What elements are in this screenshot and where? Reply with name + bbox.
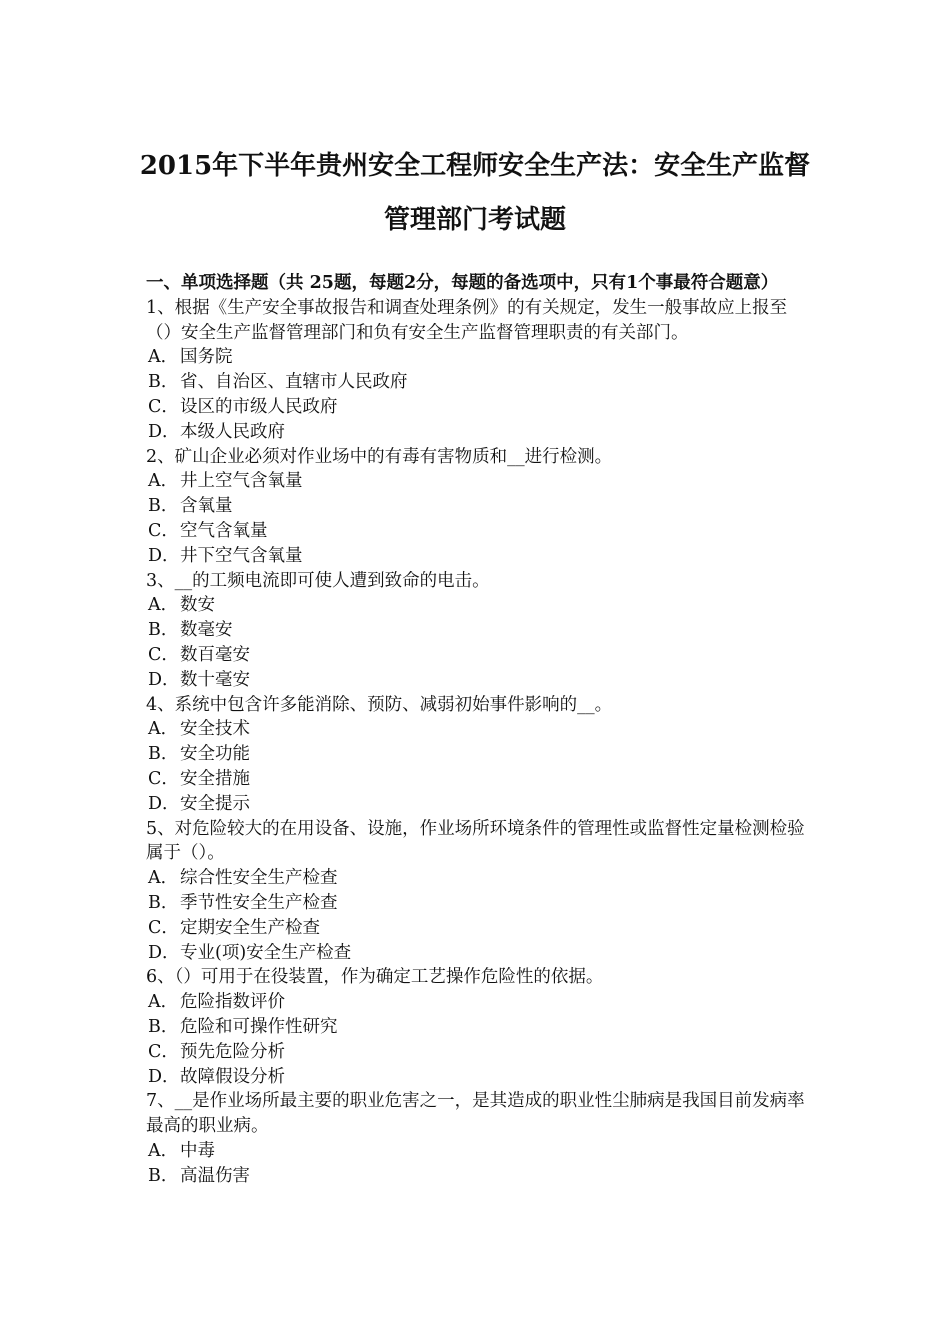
answer-option xyxy=(146,767,810,792)
option-text: 安全功能 xyxy=(180,744,250,765)
answer-option xyxy=(146,618,810,643)
answer-option xyxy=(146,1065,810,1090)
answer-option xyxy=(146,1015,810,1040)
section-heading: 一、单项选择题（共 25题，每题2分，每题的备选项中，只有1个事最符合题意） xyxy=(146,273,779,293)
document-body xyxy=(146,271,810,1188)
option-text: 国务院 xyxy=(180,347,233,368)
option-text: 季节性安全生产检查 xyxy=(180,892,338,913)
question-list xyxy=(146,296,810,1189)
option-letter: A． xyxy=(148,868,179,889)
answer-option xyxy=(146,469,810,494)
option-letter: D． xyxy=(148,545,180,566)
option-text: 空气含氧量 xyxy=(180,520,268,541)
option-letter: C． xyxy=(148,520,179,541)
option-letter: A． xyxy=(148,1140,179,1161)
option-text: 井上空气含氧量 xyxy=(180,471,303,492)
question-stem: 2、矿山企业必须对作业场中的有毒有害物质和__进行检测。 xyxy=(146,446,613,467)
document-title-line1: 2015年下半年贵州安全工程师安全生产法：安全生产监督 xyxy=(139,151,811,181)
option-text: 中毒 xyxy=(180,1140,215,1161)
option-letter: A． xyxy=(148,347,179,368)
answer-option xyxy=(146,593,810,618)
option-letter: B． xyxy=(148,1016,179,1037)
answer-option xyxy=(146,668,810,693)
option-text: 高温伤害 xyxy=(180,1165,250,1186)
option-letter: B． xyxy=(148,496,179,517)
answer-option xyxy=(146,742,810,767)
option-letter: A． xyxy=(148,471,179,492)
option-text: 省、自治区、直辖市人民政府 xyxy=(180,372,408,393)
answer-option xyxy=(146,717,810,742)
option-letter: C． xyxy=(148,1041,179,1062)
option-text: 故障假设分析 xyxy=(180,1066,285,1087)
option-text: 数毫安 xyxy=(180,620,233,641)
answer-option xyxy=(146,643,810,668)
answer-option xyxy=(146,891,810,916)
answer-option xyxy=(146,1164,810,1189)
answer-option xyxy=(146,345,810,370)
option-letter: A． xyxy=(148,595,179,616)
option-letter: C． xyxy=(148,396,179,417)
option-letter: D． xyxy=(148,793,180,814)
option-text: 安全措施 xyxy=(180,768,250,789)
question-stem: 7、__是作业场所最主要的职业危害之一，是其造成的职业性尘肺病是我国目前发病率最高的职业病。 xyxy=(146,1091,805,1137)
option-letter: D． xyxy=(148,1066,180,1087)
option-text: 定期安全生产检查 xyxy=(180,917,320,938)
option-text: 数百毫安 xyxy=(180,644,250,665)
option-letter: B． xyxy=(148,744,179,765)
option-letter: D． xyxy=(148,669,180,690)
option-text: 综合性安全生产检查 xyxy=(180,868,338,889)
answer-option xyxy=(146,990,810,1015)
option-text: 含氧量 xyxy=(180,496,233,517)
answer-option xyxy=(146,420,810,445)
option-text: 数十毫安 xyxy=(180,669,250,690)
answer-option xyxy=(146,941,810,966)
question-stem: 3、__的工频电流即可使人遭到致命的电击。 xyxy=(146,570,490,591)
option-letter: D． xyxy=(148,421,180,442)
option-text: 专业(项)安全生产检查 xyxy=(180,942,352,963)
question-stem: 5、对危险较大的在用设备、设施，作业场所环境条件的管理性或监督性定量检测检验属于（）。 xyxy=(146,818,805,864)
answer-option xyxy=(146,494,810,519)
option-letter: C． xyxy=(148,768,179,789)
option-letter: C． xyxy=(148,917,179,938)
option-text: 预先危险分析 xyxy=(180,1041,285,1062)
document-title-line2: 管理部门考试题 xyxy=(383,205,566,235)
option-letter: B． xyxy=(148,892,179,913)
answer-option xyxy=(146,395,810,420)
answer-option xyxy=(146,544,810,569)
option-letter: B． xyxy=(148,372,179,393)
option-letter: B． xyxy=(148,1165,179,1186)
question-stem: 4、系统中包含许多能消除、预防、减弱初始事件影响的__。 xyxy=(146,694,613,715)
option-letter: D． xyxy=(148,942,180,963)
option-letter: C． xyxy=(148,644,179,665)
option-text: 本级人民政府 xyxy=(180,421,285,442)
option-text: 危险和可操作性研究 xyxy=(180,1016,338,1037)
answer-option xyxy=(146,1040,810,1065)
answer-option xyxy=(146,370,810,395)
option-text: 危险指数评价 xyxy=(180,992,285,1013)
option-text: 数安 xyxy=(180,595,215,616)
option-letter: A． xyxy=(148,719,179,740)
answer-option xyxy=(146,519,810,544)
option-text: 井下空气含氧量 xyxy=(180,545,303,566)
answer-option xyxy=(146,792,810,817)
answer-option xyxy=(146,866,810,891)
option-text: 设区的市级人民政府 xyxy=(180,396,338,417)
option-letter: A． xyxy=(148,992,179,1013)
question-stem: 1、根据《生产安全事故报告和调查处理条例》的有关规定，发生一般事故应上报至（）安全生产监督管理部门和负有安全生产监督管理职责的有关部门。 xyxy=(146,297,788,343)
option-text: 安全提示 xyxy=(180,793,250,814)
option-letter: B． xyxy=(148,620,179,641)
option-text: 安全技术 xyxy=(180,719,250,740)
answer-option xyxy=(146,916,810,941)
answer-option xyxy=(146,1139,810,1164)
question-stem: 6、（）可用于在役装置，作为确定工艺操作危险性的依据。 xyxy=(146,967,604,988)
